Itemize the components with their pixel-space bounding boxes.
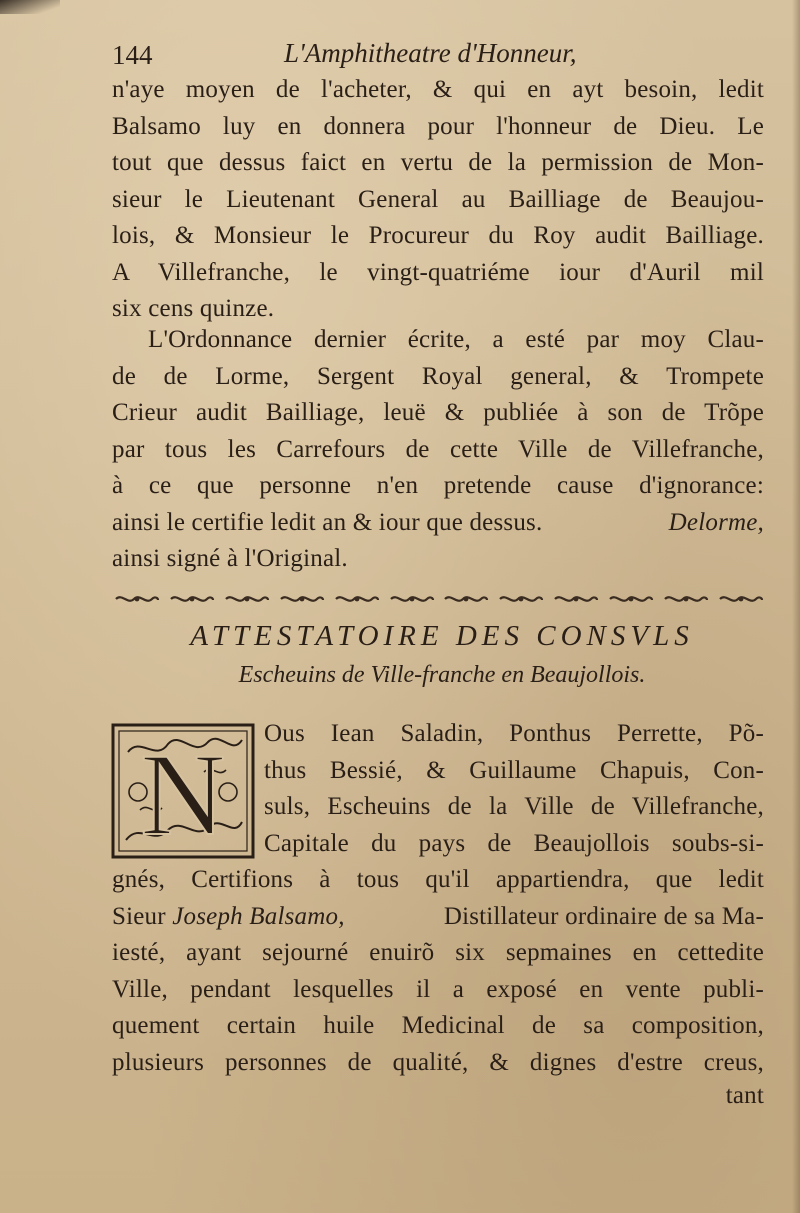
text-line: plusieurs personnes de qualité, & dignes d'estre creus, (112, 1048, 764, 1076)
text-line: à ce que personne n'en pretende cause d'ignorance: (112, 472, 764, 499)
signature: Delorme, (668, 508, 764, 536)
attestation-opening (264, 716, 764, 862)
page-corner-shadow (0, 0, 60, 14)
catchword-block (112, 1078, 764, 1115)
text-line: sieur le Lieutenant General au Bailliage de Beaujou- (112, 185, 764, 213)
ornamental-divider (114, 588, 764, 610)
ornament-icon (608, 592, 654, 606)
text-line: par tous les Carrefours de cette Ville de Villefranche, (112, 435, 764, 463)
ordonnance-text (112, 72, 764, 328)
text-line: quement certain huile Medicinal de sa composition, (112, 1012, 764, 1039)
text-fragment (112, 899, 345, 936)
text-line: thus Bessié, & Guillaume Chapuis, Con- (264, 756, 764, 784)
certificate-text (112, 322, 764, 578)
text-line: A Villefranche, le vingt-quatriéme iour d'Auril mil (112, 258, 764, 286)
text-line (112, 505, 764, 542)
text-line: Crieur audit Bailliage, leuë & publiée à son de Trõpe (112, 399, 764, 426)
text-line: Ville, pendant lesquelles il a exposé en vente publi- (112, 975, 764, 1003)
text-line: gnés, Certifions à tous qu'il appartiendra, que ledit (112, 866, 764, 893)
ornament-icon (498, 592, 544, 606)
catchword: tant (725, 1082, 764, 1109)
page-number: 144 (112, 40, 153, 70)
text-line: Ous Iean Saladin, Ponthus Perrette, Põ- (264, 720, 764, 747)
text-fragment: ainsi le certifie ledit an & iour que dessus. (112, 508, 543, 536)
page-header (112, 36, 762, 72)
section-subtitle: Escheuins de Ville-franche en Beaujollois. (238, 662, 646, 688)
person-name: Joseph Balsamo, (172, 902, 345, 930)
ornament-icon (389, 592, 435, 606)
ornament-icon (224, 592, 270, 606)
text-line: lois, & Monsieur le Procureur du Roy audit Bailliage. (112, 222, 764, 249)
text-line: ainsi signé à l'Original. (112, 545, 348, 572)
text-line (112, 899, 764, 936)
text-line: iesté, ayant sejourné enuirõ six sepmaines en cettedite (112, 939, 764, 966)
ornament-icon (169, 592, 215, 606)
ornament-icon (718, 592, 764, 606)
page-edge-shadow (792, 0, 800, 1213)
text-line: Balsamo luy en donnera pour l'honneur de Dieu. Le (112, 112, 764, 140)
running-title: L'Amphitheatre d'Honneur, (284, 38, 577, 68)
ornament-icon (114, 592, 160, 606)
text-fragment: Distillateur ordinaire de sa Ma- (443, 902, 764, 930)
ornament-icon (663, 592, 709, 606)
section-title: ATTESTATOIRE DES CONSVLS (190, 620, 694, 652)
text-line: suls, Escheuins de la Ville de Villefranche, (264, 793, 764, 820)
attestation-body (112, 862, 764, 1081)
text-line: n'aye moyen de l'acheter, & qui en ayt besoin, ledit (112, 76, 764, 103)
ornament-icon (279, 592, 325, 606)
text-line: Capitale du pays de Beaujollois soubs-si- (264, 829, 764, 857)
ornament-icon (334, 592, 380, 606)
drop-cap-initial (110, 722, 256, 860)
ornament-icon (443, 592, 489, 606)
text-line: tout que dessus faict en vertu de la permission de Mon- (112, 149, 764, 176)
text-line: de de Lorme, Sergent Royal general, & Trompete (112, 362, 764, 390)
text-line: six cens quinze. (112, 295, 275, 322)
ornament-icon (553, 592, 599, 606)
text-fragment: Sieur (112, 902, 173, 930)
text-line: L'Ordonnance dernier écrite, a esté par moy Clau- (148, 326, 764, 353)
drop-cap-letter: N (140, 729, 226, 860)
